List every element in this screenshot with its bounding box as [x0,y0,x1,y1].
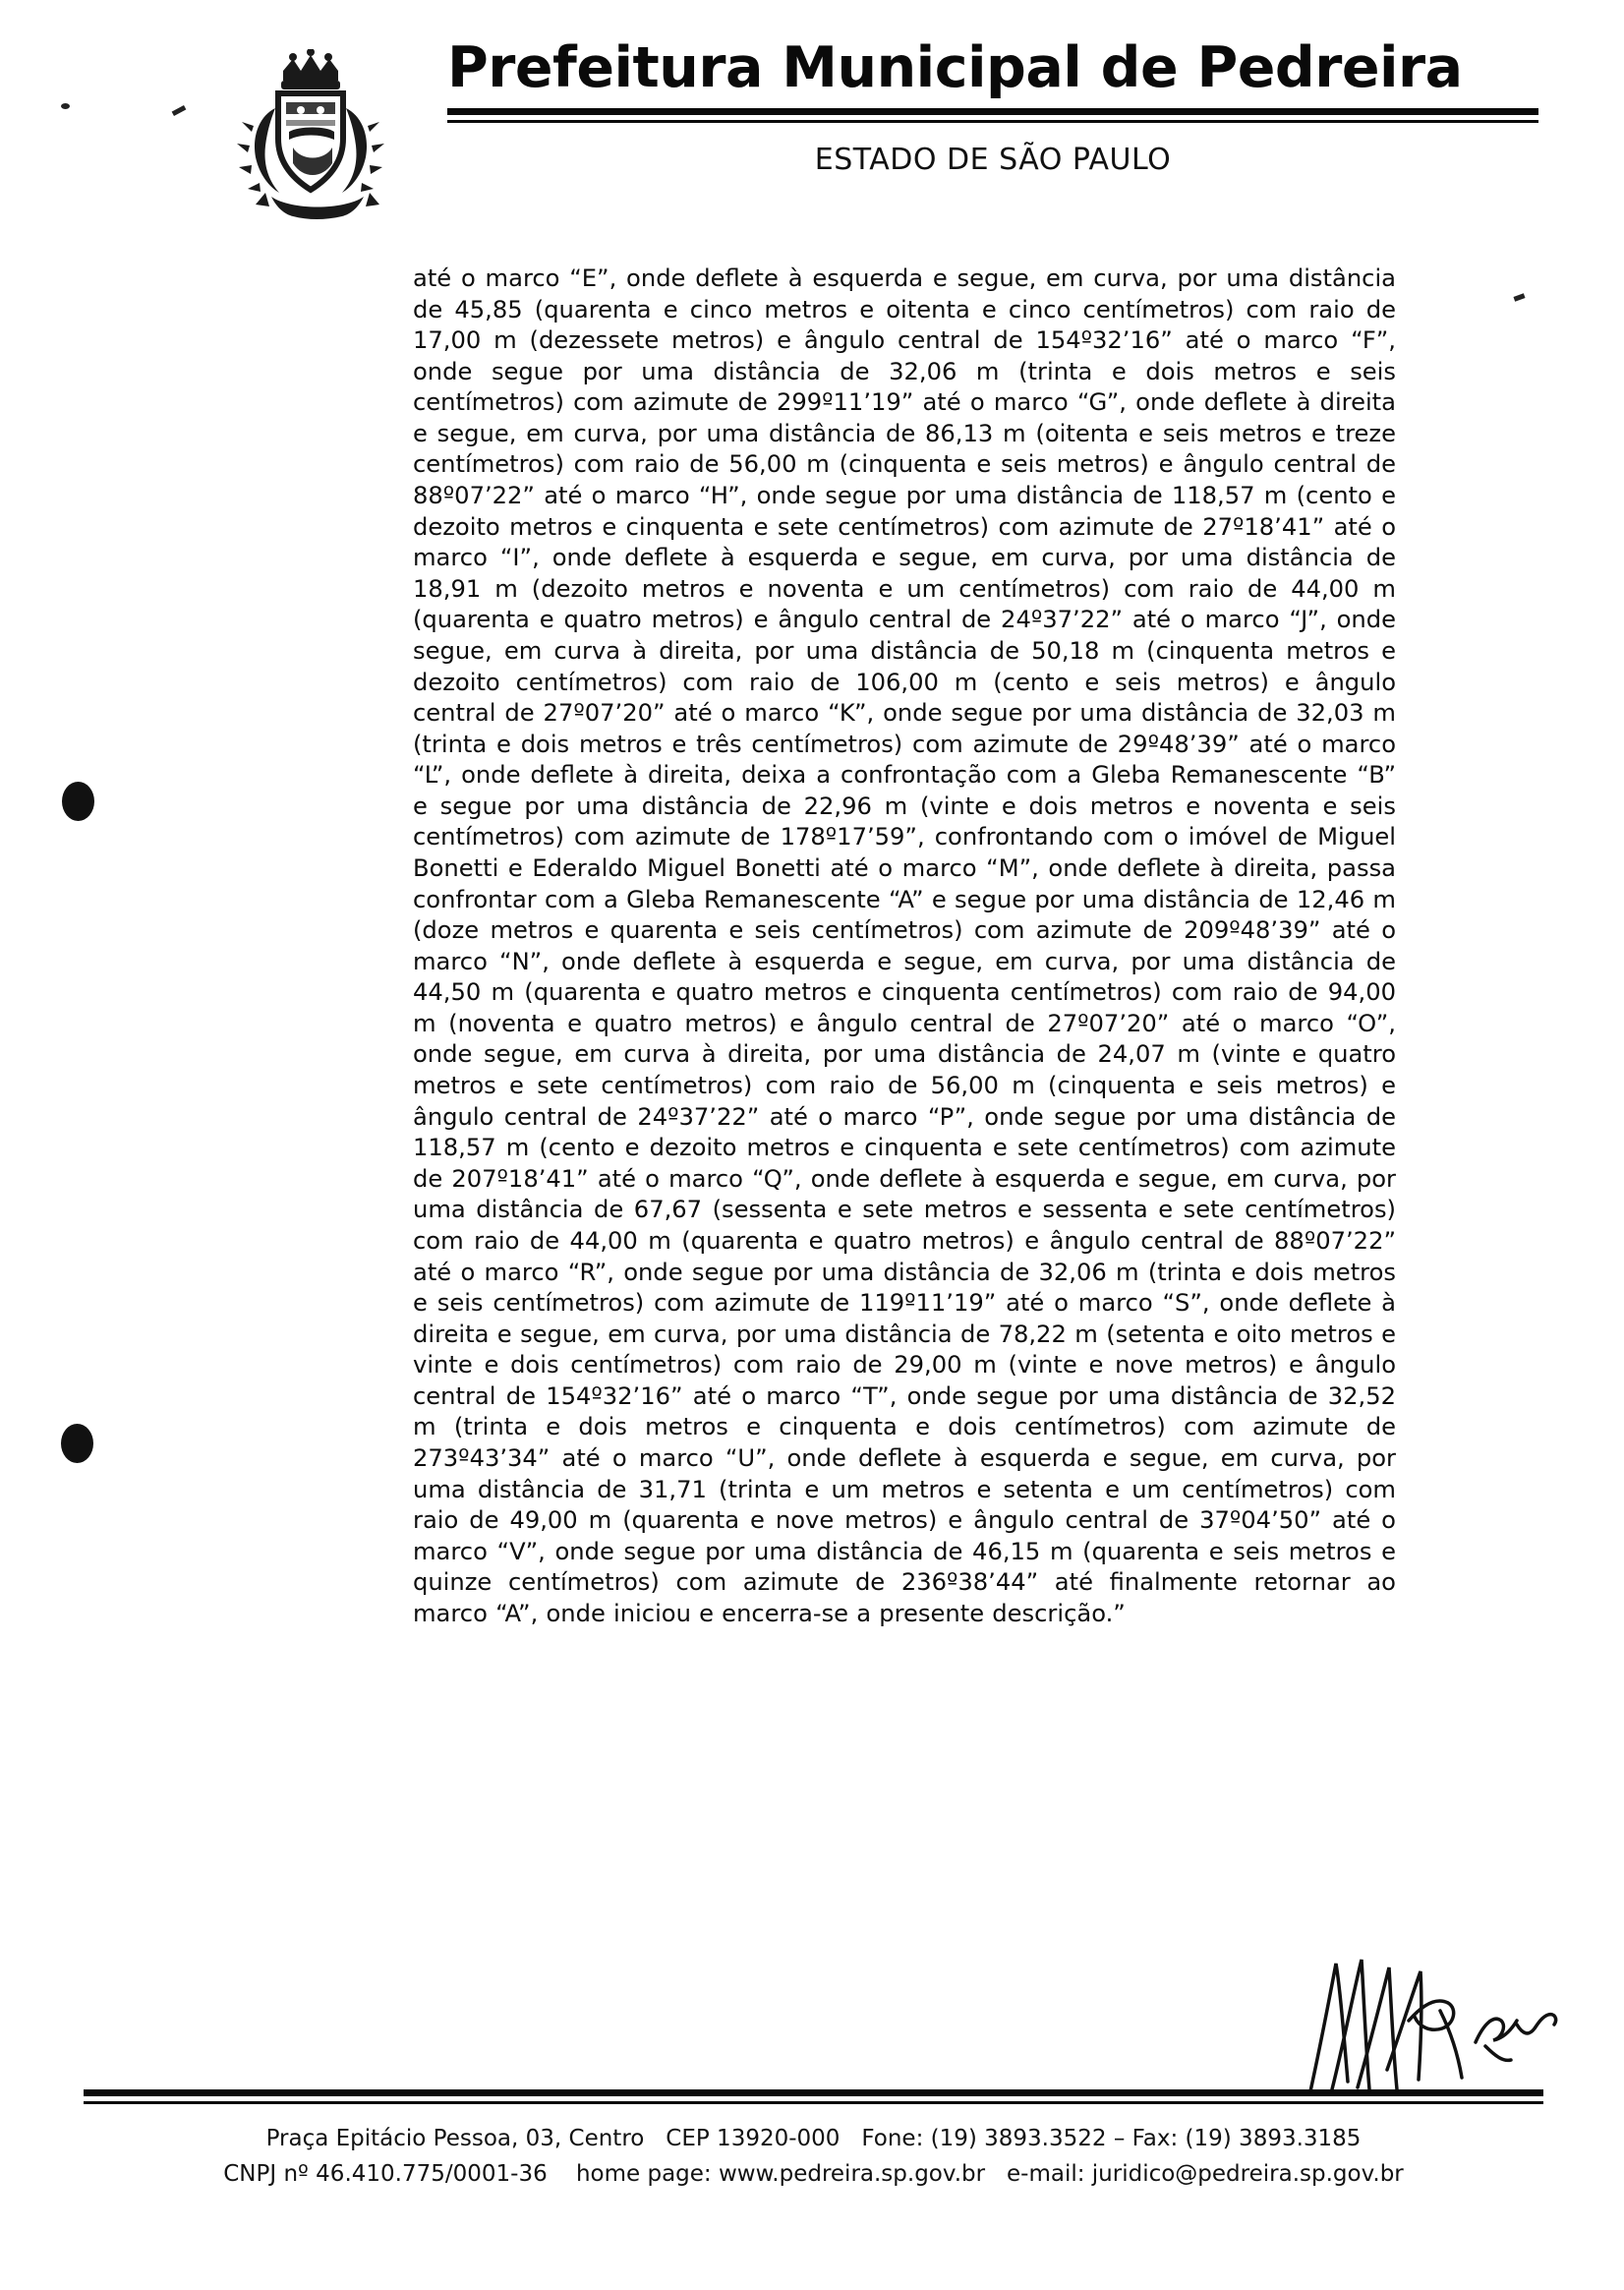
footer-address-text: Praça Epitácio Pessoa, 03, Centro CEP 13920-000 Fone: (19) 3893.3522 – Fax: (19) 3893.3185 [265,2126,1362,2151]
document-footer [84,2089,1543,2192]
footer-contact-line [84,2157,1543,2193]
title-block [447,35,1538,177]
footer-address-line [84,2122,1543,2157]
coat-of-arms-icon [224,49,411,231]
scan-speck [1513,293,1525,301]
hole-punch-mark [61,1424,93,1463]
hole-punch-mark [62,782,94,821]
page-title: Prefeitura Municipal de Pedreira [447,35,1463,100]
footer-contact-text: CNPJ nº 46.410.775/0001-36 home page: www.pedreira.sp.gov.br e-mail: juridico@pedreira.sp.gov.br [223,2160,1404,2187]
page-subtitle: ESTADO DE SÃO PAULO [814,142,1172,177]
document-body [413,264,1396,1629]
handwritten-signature-icon [1293,1952,1568,2099]
document-header [0,35,1624,275]
header-divider [447,108,1538,123]
body-paragraph: até o marco “E”, onde deflete à esquerda e segue, em curva, por uma distância de 45,85 (quarenta e cinco metros e oitenta e cinco centímetros) com raio de 17,00 m (dezessete metros) e ângulo central de 154º32’16” até o marco “F”, onde segue por uma distância de 32,06 m (trinta e dois metros e seis centímetros) com azimute de 299º11’19” até o marco “G”, onde deflete à direita e segue, em curva, por uma distância de 86,13 m (oitenta e seis metros e treze centímetros) com raio de 56,00 m (cinquenta e seis metros) e ângulo central de 88º07’22” até o marco “H”, onde segue por uma distância de 118,57 m (cento e dezoito metros e cinquenta e sete centímetros) com azimute de 27º18’41” até o marco “I”, onde deflete à esquerda e segue, em curva, por uma distância de 18,91 m (dezoito metros e noventa e um centímetros) com raio de 44,00 m (quarenta e quatro metros) e ângulo central de 24º37’22” até o marco “J”, onde segue, em curva à direita, por uma distância de 50,18 m (cinquenta metros e dezoito centímetros) com raio de 106,00 m (cento e seis metros) e ângulo central de 27º07’20” até o marco “K”, onde segue por uma distância de 32,03 m (trinta e dois metros e três centímetros) com azimute de 29º48’39” até o marco “L”, onde deflete à direita, deixa a confrontação com a Gleba Remanescente “B” e segue por uma distância de 22,96 m (vinte e dois metros e noventa e seis centímetros) com azimute de 178º17’59”, confrontando com o imóvel de Miguel Bonetti e Ederaldo Miguel Bonetti até o marco “M”, onde deflete à direita, passa confrontar com a Gleba Remanescente “A” e segue por uma distância de 12,46 m (doze metros e quarenta e seis centímetros) com azimute de 209º48’39” até o marco “N”, onde deflete à esquerda e segue, em curva, por uma distância de 44,50 m (quarenta e quatro metros e cinquenta centímetros) com raio de 94,00 m (noventa e quatro metros) e ângulo central de 27º07’20” até o marco “O”, onde segue, em curva à direita, por uma distância de 24,07 m (vinte e quatro metros e sete centímetros) com raio de 56,00 m (cinquenta e seis metros) e ângulo central de 24º37’22” até o marco “P”, onde segue por uma distância de 118,57 m (cento e dezoito metros e cinquenta e sete centímetros) com azimute de 207º18’41” até o marco “Q”, onde deflete à esquerda e segue, em curva, por uma distância de 67,67 (sessenta e sete metros e sessenta e sete centímetros) com raio de 44,00 m (quarenta e quatro metros) e ângulo central de 88º07’22” até o marco “R”, onde segue por uma distância de 32,06 m (trinta e dois metros e seis centímetros) com azimute de 119º11’19” até o marco “S”, onde deflete à direita e segue, em curva, por uma distância de 78,22 m (setenta e oito metros e vinte e dois centímetros) com raio de 29,00 m (vinte e nove metros) e ângulo central de 154º32’16” até o marco “T”, onde segue por uma distância de 32,52 m (trinta e dois metros e cinquenta e dois centímetros) com azimute de 273º43’34” até o marco “U”, onde deflete à esquerda e segue, em curva, por uma distância de 31,71 (trinta e um metros e setenta e um centímetros) com raio de 49,00 m (quarenta e nove metros) e ângulo central de 37º04’50” até o marco “V”, onde segue por uma distância de 46,15 m (quarenta e seis metros e quinze centímetros) com azimute de 236º38’44” até finalmente retornar ao marco “A”, onde iniciou e encerra-se a presente descrição.” [413,264,1396,1627]
